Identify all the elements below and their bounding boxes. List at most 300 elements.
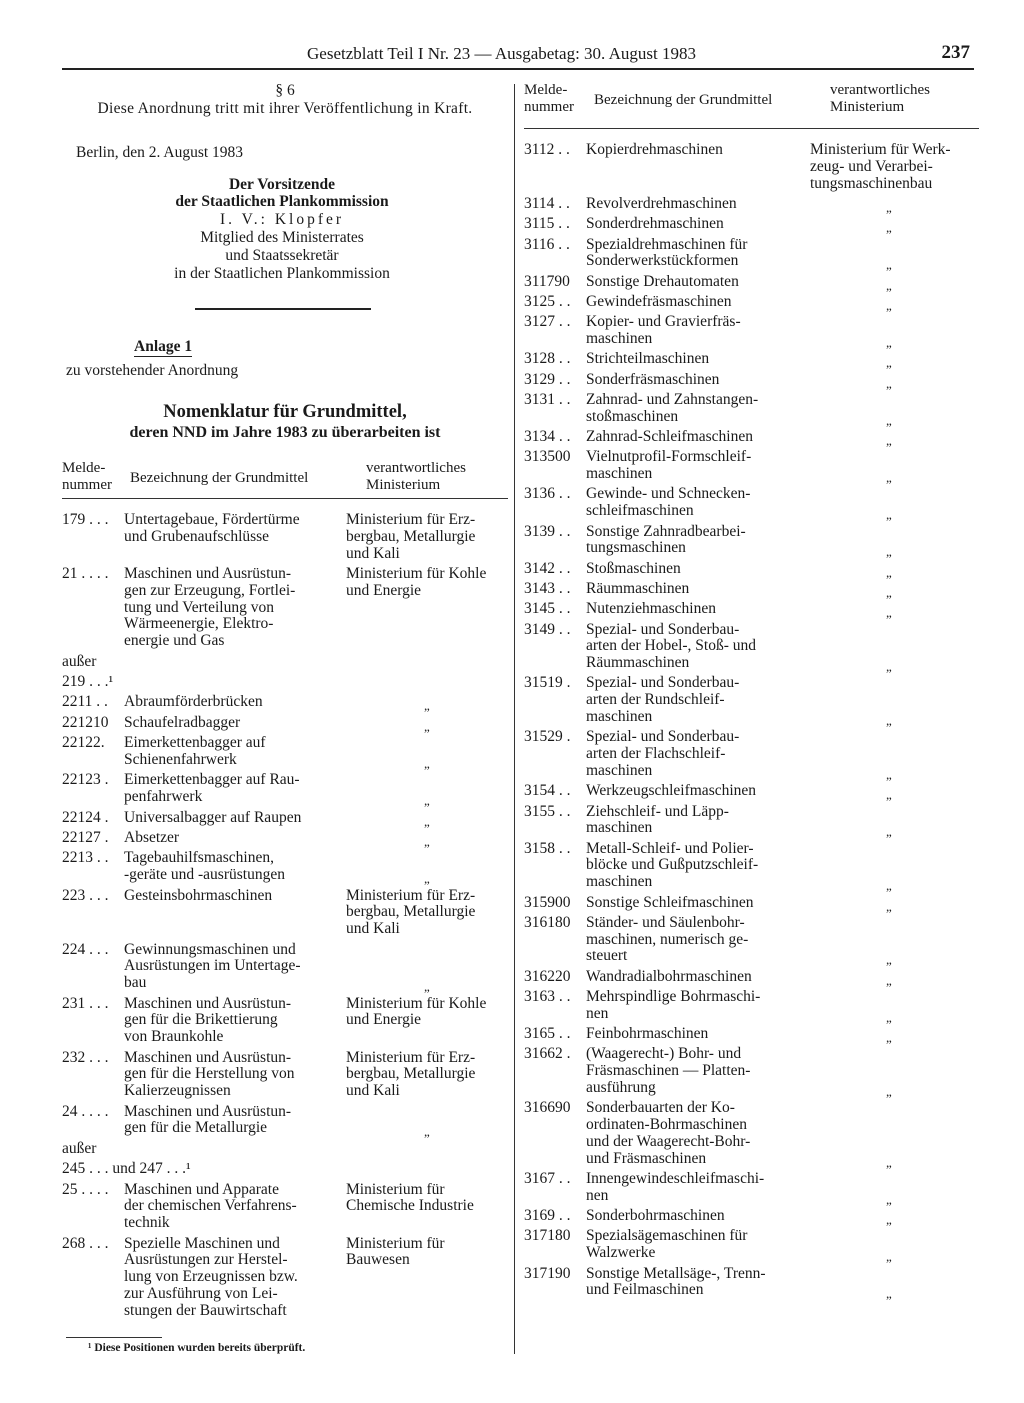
description-line: tungsmaschinen	[586, 539, 686, 557]
ditto-mark: „	[424, 718, 430, 734]
description-line: Maschinen und Ausrüstun-	[124, 1102, 292, 1120]
description-line: Revolverdrehmaschinen	[586, 194, 737, 212]
entry-number: 316690	[524, 1099, 571, 1117]
description-line: Ausrüstungen zur Herstel-	[124, 1251, 288, 1269]
ministry-line: und Kali	[346, 544, 400, 562]
ditto-mark: „	[886, 824, 892, 840]
description-line: ordinaten-Bohrmaschinen	[586, 1116, 747, 1134]
entry-number: 3116 . .	[524, 235, 570, 253]
ministry-line: und Energie	[346, 1011, 422, 1029]
ditto-mark: „	[886, 507, 892, 523]
description-line: Ausrüstungen im Untertage-	[124, 957, 301, 975]
ditto-mark: „	[886, 297, 892, 313]
ditto-mark: „	[886, 470, 892, 486]
col-header-min	[830, 82, 930, 116]
entry-description	[124, 1236, 298, 1320]
description-line: Sonstige Schleifmaschinen	[586, 893, 754, 911]
ditto-mark: „	[886, 564, 892, 580]
entry-description	[586, 969, 752, 986]
ministry-line: Ministerium für Erz-	[346, 511, 476, 528]
col-header-line: Ministerium	[830, 99, 905, 115]
ditto-mark: „	[886, 1009, 892, 1025]
entry-number: 22127 .	[62, 829, 109, 846]
description-line: tung und Verteilung von	[124, 598, 274, 616]
entry-description	[124, 888, 272, 905]
entry-number: 219 . . .¹	[62, 673, 114, 690]
separator-rule	[195, 308, 371, 310]
entry-number: 3128 . .	[524, 350, 571, 368]
description-line: Maschinen und Apparate	[124, 1180, 279, 1198]
ditto-mark: „	[886, 898, 892, 914]
description-line: Wandradialbohrmaschinen	[586, 967, 752, 985]
entry-number: 221210	[62, 713, 109, 731]
right-table-header	[524, 82, 979, 129]
description-line: Tagebauhilfsmaschinen,	[124, 849, 274, 867]
header-title: Gesetzblatt Teil I Nr. 23 — Ausgabetag: 30. August 1983	[307, 44, 696, 63]
entry-number: 317190	[524, 1264, 571, 1282]
entry-description	[586, 524, 746, 558]
description-line: Mehrspindlige Bohrmaschi-	[586, 988, 761, 1005]
description-line: Spezial- und Sonderbau-	[586, 620, 740, 638]
description-line: arten der Flachschleif-	[586, 745, 726, 763]
entry-description	[586, 783, 756, 800]
description-line: Ziehschleif- und Läpp-	[586, 802, 729, 820]
entry-description	[586, 351, 709, 368]
entry-description	[586, 601, 716, 618]
entry-description	[586, 216, 724, 233]
entry-number: 21 . . . .	[62, 565, 109, 582]
description-line: maschinen	[586, 465, 653, 483]
ditto-mark: „	[886, 878, 892, 894]
page-header	[62, 40, 974, 70]
entry-number: 245 . . . und 247 . . .¹	[62, 1160, 191, 1178]
ministry-line: Ministerium für	[346, 1234, 445, 1252]
ditto-mark: „	[886, 375, 892, 391]
signature-line: und Staatssekretär	[225, 247, 339, 264]
footnote-rule	[66, 1337, 162, 1338]
description-line: und der Waagerecht-Bohr-	[586, 1132, 751, 1150]
entry-number: 3131 . .	[524, 390, 571, 408]
description-line: Sonstige Metallsäge-, Trenn-	[586, 1264, 766, 1282]
entry-number: 315900	[524, 893, 571, 911]
entry-number: 3127 . .	[524, 313, 571, 331]
description-line: Untertagebaue, Fördertürme	[124, 511, 300, 528]
ditto-mark: „	[886, 277, 892, 293]
entry-number: 224 . . .	[62, 940, 109, 958]
description-line: penfahrwerk	[124, 788, 203, 806]
entry-number: 223 . . .	[62, 886, 109, 904]
entry-description	[124, 715, 240, 732]
entry-number: 31662 .	[524, 1045, 571, 1063]
ministry-line: und Energie	[346, 581, 422, 599]
description-line: Sonstige Drehautomaten	[586, 272, 739, 290]
entry-number: 3142 . .	[524, 559, 571, 577]
entry-number: 268 . . .	[62, 1234, 109, 1252]
description-line: blöcke und Gußputzschleif-	[586, 856, 759, 874]
signature-line: Der Vorsitzende	[228, 176, 336, 193]
description-line: Abraumförderbrücken	[124, 693, 263, 711]
entry-number: 31519 .	[524, 674, 571, 692]
entry-description	[586, 142, 723, 159]
entry-number: 3158 . .	[524, 839, 571, 857]
entry-number: 3114 . .	[524, 194, 570, 212]
entry-number: 31529 .	[524, 728, 571, 746]
entry-number: 3129 . .	[524, 370, 571, 388]
ditto-mark: „	[886, 584, 892, 600]
signature-block	[82, 176, 482, 283]
entry-description	[124, 850, 285, 884]
ditto-mark: „	[886, 257, 892, 273]
ministry-line: Ministerium für	[346, 1180, 445, 1198]
description-line: technik	[124, 1214, 170, 1232]
signature-line: Mitglied des Ministerrates	[200, 229, 364, 246]
description-line: Gesteinsbohrmaschinen	[124, 886, 273, 904]
entry-ministry	[810, 142, 951, 192]
description-line: gen für die Herstellung von	[124, 1065, 295, 1083]
entry-number: außer	[62, 652, 97, 670]
description-line: Eimerkettenbagger auf	[124, 734, 266, 752]
entry-description	[124, 1182, 297, 1232]
entry-description	[586, 622, 756, 672]
ministry-line: Ministerium für Erz-	[346, 886, 476, 904]
left-table-header	[62, 460, 508, 499]
ministry-line: und Kali	[346, 920, 400, 938]
description-line: Nutenziehmaschinen	[586, 600, 716, 618]
entry-number: 22122.	[62, 734, 105, 752]
annex-subtitle: zu vorstehender Anordnung	[66, 362, 239, 379]
entry-number: 2211 . .	[62, 693, 108, 711]
entry-description	[586, 372, 719, 389]
col-header-line: nummer	[62, 477, 112, 493]
ditto-mark: „	[886, 659, 892, 675]
entry-description	[586, 1228, 747, 1262]
description-line: gen für die Brikettierung	[124, 1011, 278, 1029]
ministry-line: bergbau, Metallurgie	[346, 903, 476, 921]
entry-description	[124, 694, 263, 711]
ditto-mark: „	[886, 1191, 892, 1207]
entry-description	[124, 566, 295, 650]
entry-description	[586, 449, 751, 483]
ditto-mark: „	[886, 605, 892, 621]
entry-number: 3163 . .	[524, 988, 571, 1005]
description-line: Feinbohrmaschinen	[586, 1025, 709, 1043]
ditto-mark: „	[886, 766, 892, 782]
description-line: Eimerkettenbagger auf Rau-	[124, 771, 300, 789]
entry-ministry	[346, 566, 486, 600]
entry-number: 231 . . .	[62, 994, 109, 1012]
entry-number: außer	[62, 1139, 97, 1157]
entry-description	[586, 314, 741, 348]
ditto-mark: „	[886, 199, 892, 215]
ditto-mark: „	[886, 355, 892, 371]
entry-number: 3125 . .	[524, 292, 571, 310]
entry-description	[586, 1171, 764, 1205]
entry-ministry	[346, 996, 486, 1030]
entry-number: 3149 . .	[524, 620, 571, 638]
description-line: der chemischen Verfahrens-	[124, 1197, 297, 1215]
description-line: Kopier- und Gravierfräs-	[586, 313, 741, 331]
description-line: arten der Rundschleif-	[586, 691, 725, 709]
ditto-mark: „	[886, 1083, 892, 1099]
signature-line: I. V.: Klopfer	[219, 211, 345, 228]
entry-number: 3169 . .	[524, 1207, 571, 1225]
entry-number: 316220	[524, 967, 571, 985]
entry-description	[586, 237, 747, 271]
description-line: (Waagerecht-) Bohr- und	[586, 1045, 742, 1063]
description-line: nen	[586, 1004, 609, 1022]
description-line: Sonstige Zahnradbearbei-	[586, 522, 746, 540]
description-line: Strichteilmaschinen	[586, 350, 710, 368]
description-line: Sonderfräsmaschinen	[586, 370, 720, 388]
col-header-line: verantwortliches	[366, 460, 466, 476]
entry-description	[586, 989, 760, 1023]
col-header-num	[524, 82, 574, 116]
description-line: maschinen	[586, 329, 653, 347]
description-line: Spezielle Maschinen und	[124, 1234, 280, 1252]
entry-description	[586, 561, 681, 578]
col-header-line: verantwortliches	[830, 82, 930, 98]
ditto-mark: „	[886, 220, 892, 236]
description-line: gen zur Erzeugung, Fortlei-	[124, 581, 296, 599]
description-line: Fräsmaschinen — Platten-	[586, 1062, 751, 1080]
annex-title: Anlage 1	[134, 338, 193, 355]
entry-description	[586, 1208, 725, 1225]
entry-number: 3136 . .	[524, 485, 571, 503]
description-line: Schaufelradbagger	[124, 713, 241, 731]
description-line: Kalierzeugnissen	[124, 1082, 231, 1100]
description-line: lung von Erzeugnissen bzw.	[124, 1268, 298, 1286]
entry-number: 22124 .	[62, 808, 109, 826]
description-line: arten der Hobel-, Stoß- und	[586, 637, 757, 655]
entry-number: 316180	[524, 913, 571, 931]
entry-description	[124, 830, 179, 847]
entry-description	[124, 942, 301, 992]
entry-description	[586, 1046, 750, 1096]
ministry-line: tungsmaschinenbau	[810, 174, 933, 192]
entry-number: 22123 .	[62, 771, 109, 789]
ministry-line: Ministerium für Kohle	[346, 565, 487, 582]
ditto-mark: „	[424, 813, 430, 829]
col-header-min	[366, 460, 466, 494]
ditto-mark: „	[886, 433, 892, 448]
description-line: stoßmaschinen	[586, 407, 679, 425]
entry-number: 3165 . .	[524, 1025, 571, 1043]
description-line: Kopierdrehmaschinen	[586, 141, 723, 158]
description-line: Maschinen und Ausrüstun-	[124, 994, 292, 1012]
entry-number: 317180	[524, 1227, 571, 1245]
entry-number: 3143 . .	[524, 579, 571, 597]
entry-description	[124, 512, 300, 546]
entry-description	[586, 429, 753, 446]
entry-number: 3167 . .	[524, 1170, 571, 1187]
ditto-mark: „	[424, 1124, 430, 1140]
entry-number: 3145 . .	[524, 600, 571, 618]
col-header-line: Ministerium	[366, 477, 441, 493]
entry-ministry	[346, 1182, 474, 1216]
ministry-line: Chemische Industrie	[346, 1197, 474, 1215]
ditto-mark: „	[886, 1212, 892, 1228]
entry-number: 3155 . .	[524, 802, 571, 820]
entry-description	[586, 294, 731, 311]
description-line: Spezial- und Sonderbau-	[586, 728, 740, 746]
entry-description	[586, 274, 739, 291]
ditto-mark: „	[886, 1154, 892, 1170]
entry-description	[586, 895, 753, 912]
place-date: Berlin, den 2. August 1983	[76, 144, 244, 161]
col-header-num	[62, 460, 112, 494]
ditto-mark: „	[886, 952, 892, 968]
entry-description	[586, 729, 739, 779]
ditto-mark: „	[424, 755, 430, 771]
entry-description	[586, 486, 750, 520]
description-line: gen für die Metallurgie	[124, 1119, 268, 1137]
description-line: Sonderbohrmaschinen	[586, 1207, 725, 1225]
entry-ministry	[346, 1236, 445, 1270]
col-header-desc: Bezeichnung der Grundmittel	[594, 92, 773, 108]
entry-description	[124, 735, 266, 769]
ministry-line: zeug- und Verarbei-	[810, 157, 933, 175]
footnote: ¹ Diese Positionen wurden bereits überprüft.	[88, 1342, 306, 1354]
entry-description	[124, 1050, 294, 1100]
entry-description	[586, 581, 689, 598]
entry-description	[586, 196, 737, 213]
ditto-mark: „	[886, 412, 892, 428]
col-header-line: Melde-	[62, 460, 106, 476]
entry-description	[586, 804, 729, 838]
entry-number: 179 . . .	[62, 511, 109, 528]
heading-line: deren NND im Jahre 1983 zu überarbeiten ist	[129, 424, 441, 441]
entry-number: 313500	[524, 448, 571, 466]
col-header-line: Melde-	[524, 82, 568, 98]
entry-number: 3154 . .	[524, 782, 571, 800]
description-line: von Braunkohle	[124, 1028, 224, 1046]
description-line: Maschinen und Ausrüstun-	[124, 1048, 292, 1066]
entry-description	[586, 675, 739, 725]
entry-description	[586, 915, 748, 965]
description-line: Zahnrad-Schleifmaschinen	[586, 428, 753, 445]
description-line: Universalbagger auf Raupen	[124, 808, 302, 826]
description-line: maschinen	[586, 761, 653, 779]
description-line: Maschinen und Ausrüstun-	[124, 565, 292, 582]
entry-description	[124, 810, 301, 827]
entry-number: 3112 . .	[524, 141, 570, 158]
ministry-line: bergbau, Metallurgie	[346, 1065, 476, 1083]
entry-ministry	[346, 512, 475, 562]
entry-description	[124, 1104, 291, 1138]
ditto-mark: „	[424, 834, 430, 849]
description-line: Metall-Schleif- und Polier-	[586, 839, 754, 857]
description-line: Spezialsägemaschinen für	[586, 1227, 748, 1245]
col-header-line: nummer	[524, 99, 574, 115]
ditto-mark: „	[886, 1030, 892, 1046]
description-line: Schienenfahrwerk	[124, 750, 237, 768]
description-line: Räummaschinen	[586, 654, 690, 672]
heading	[62, 402, 508, 442]
description-line: Sonderbauarten der Ko-	[586, 1099, 735, 1117]
description-line: stungen der Bauwirtschaft	[124, 1301, 287, 1319]
description-line: Walzwerke	[586, 1244, 656, 1262]
description-line: Werkzeugschleifmaschinen	[586, 782, 757, 800]
ditto-mark: „	[886, 787, 892, 803]
entry-number: 3139 . .	[524, 522, 571, 540]
column-divider	[514, 84, 515, 1354]
col-header-desc: Bezeichnung der Grundmittel	[130, 470, 309, 486]
description-line: Zahnrad- und Zahnstangen-	[586, 390, 759, 408]
description-line: Gewinde- und Schnecken-	[586, 485, 751, 503]
ministry-line: Ministerium für Kohle	[346, 994, 487, 1012]
description-line: Sonderwerkstückformen	[586, 252, 739, 270]
page-number: 237	[941, 42, 970, 63]
signature-line: in der Staatlichen Plankommission	[174, 265, 390, 282]
section-text: Diese Anordnung tritt mit ihrer Veröffentlichung in Kraft.	[97, 100, 473, 117]
ditto-mark: „	[886, 712, 892, 728]
signature-line: der Staatlichen Plankommission	[175, 193, 389, 210]
entry-number: 232 . . .	[62, 1048, 109, 1066]
description-line: Sonderdrehmaschinen	[586, 215, 724, 233]
description-line: und Fräsmaschinen	[586, 1149, 707, 1167]
section-number: § 6	[275, 82, 295, 99]
description-line: ausführung	[586, 1078, 656, 1096]
entry-description	[586, 841, 758, 891]
description-line: und Grubenaufschlüsse	[124, 527, 270, 545]
description-line: energie und Gas	[124, 632, 225, 650]
entry-number: 25 . . . .	[62, 1180, 109, 1198]
heading-line: Nomenklatur für Grundmittel,	[163, 402, 407, 422]
ditto-mark: „	[886, 972, 892, 988]
entry-number: 3134 . .	[524, 428, 571, 445]
entry-description	[124, 996, 291, 1046]
description-line: maschinen	[586, 819, 653, 837]
ditto-mark: „	[886, 1249, 892, 1265]
description-line: Innengewindeschleifmaschi-	[586, 1170, 765, 1187]
entry-number: 2213 . .	[62, 849, 109, 867]
description-line: maschinen, numerisch ge-	[586, 930, 749, 948]
entry-ministry	[346, 888, 475, 938]
description-line: zur Ausführung von Lei-	[124, 1284, 278, 1302]
description-line: Spezialdrehmaschinen für	[586, 235, 748, 253]
ditto-mark: „	[424, 979, 430, 995]
description-line: Gewinnungsmaschinen und	[124, 940, 296, 958]
ministry-line: und Kali	[346, 1082, 400, 1100]
description-line: und Feilmaschinen	[586, 1281, 704, 1299]
ministry-line: bergbau, Metallurgie	[346, 527, 476, 545]
description-line: bau	[124, 974, 147, 992]
entry-number: 24 . . . .	[62, 1102, 109, 1120]
ministry-line: Bauwesen	[346, 1251, 410, 1269]
entry-description	[586, 1266, 766, 1300]
description-line: Absetzer	[124, 829, 180, 846]
ditto-mark: „	[424, 698, 430, 714]
description-line: Stoßmaschinen	[586, 559, 681, 577]
ditto-mark: „	[886, 1286, 892, 1302]
description-line: steuert	[586, 947, 628, 965]
entry-description	[586, 1100, 750, 1167]
entry-description	[586, 1026, 708, 1043]
entry-description	[586, 392, 758, 426]
description-line: Wärmeenergie, Elektro-	[124, 615, 274, 633]
entry-number: 3115 . .	[524, 215, 570, 233]
description-line: maschinen	[586, 707, 653, 725]
description-line: Gewindefräsmaschinen	[586, 292, 732, 310]
ministry-line: Ministerium für Erz-	[346, 1048, 476, 1066]
description-line: Vielnutprofil-Formschleif-	[586, 448, 752, 466]
description-line: Spezial- und Sonderbau-	[586, 674, 740, 692]
entry-ministry	[346, 1050, 475, 1100]
description-line: Räummaschinen	[586, 579, 690, 597]
description-line: Ständer- und Säulenbohr-	[586, 913, 745, 931]
entry-number: 311790	[524, 272, 570, 290]
description-line: -geräte und -ausrüstungen	[124, 866, 285, 884]
